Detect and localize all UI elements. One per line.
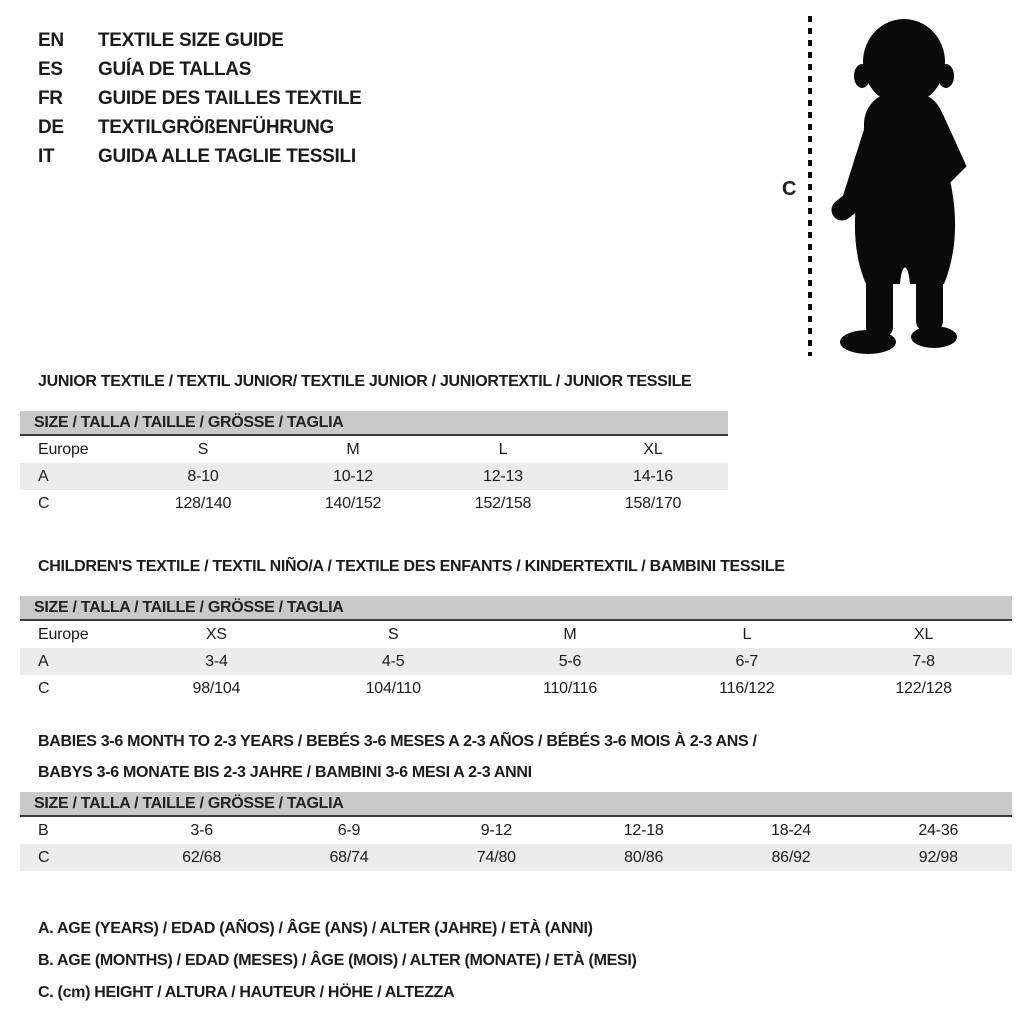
table-header-size: SIZE / TALLA / TAILLE / GRÖSSE / TAGLIA (20, 792, 1012, 817)
guide-title: TEXTILE SIZE GUIDE (98, 30, 284, 51)
section-title-line: BABYS 3-6 MONATE BIS 2-3 JAHRE / BAMBINI 3-6 MESI A 2-3 ANNI (38, 764, 532, 781)
table-body (20, 621, 1012, 702)
size-cell: 18-24 (771, 821, 811, 839)
size-cell: 80/86 (624, 848, 664, 866)
size-section-junior (20, 366, 1012, 517)
table-row-c (20, 490, 728, 517)
height-measure-dotted-line (808, 16, 812, 356)
language-row (38, 113, 361, 142)
size-cell: XL (914, 625, 934, 643)
row-label: B (38, 821, 49, 839)
guide-title: GUÍA DE TALLAS (98, 59, 252, 80)
row-label: C (38, 848, 50, 866)
section-title-line: JUNIOR TEXTILE / TEXTIL JUNIOR/ TEXTILE JUNIOR / JUNIORTEXTIL / JUNIOR TESSILE (38, 373, 692, 390)
size-cell: 92/98 (918, 848, 958, 866)
size-cell: 10-12 (333, 467, 373, 485)
legend-line: C. (cm) HEIGHT / ALTURA / HAUTEUR / HÖHE / ALTEZZA (38, 984, 455, 1001)
size-cell: 3-4 (205, 652, 228, 670)
figure-area (770, 10, 1016, 362)
table-body (20, 436, 728, 517)
size-cell: 4-5 (381, 652, 405, 670)
section-title (38, 551, 1012, 582)
size-cell: 62/68 (182, 848, 222, 866)
size-table-junior (20, 411, 728, 517)
size-cell: XL (643, 440, 663, 458)
legend (38, 913, 637, 1009)
size-cell: 68/74 (329, 848, 369, 866)
size-tables (20, 366, 1012, 871)
size-cell: 110/116 (542, 679, 598, 697)
size-cell: 7-8 (912, 652, 935, 670)
table-row-b (20, 817, 1012, 844)
language-code: ES (38, 59, 63, 80)
size-cell: 152/158 (474, 494, 532, 512)
table-row-europe (20, 436, 728, 463)
size-cell: 6-7 (735, 652, 759, 670)
size-cell: 12-18 (623, 821, 664, 839)
section-title (38, 366, 1012, 397)
language-code: DE (38, 117, 64, 138)
section-title (38, 726, 1012, 788)
guide-title: GUIDA ALLE TAGLIE TESSILI (98, 146, 356, 167)
size-cell: L (742, 625, 752, 643)
row-label: A (38, 467, 49, 485)
language-row (38, 84, 361, 113)
size-cell: 86/92 (771, 848, 811, 866)
size-cell: 24-36 (918, 821, 959, 839)
size-cell: 12-13 (483, 467, 523, 485)
size-cell: 3-6 (190, 821, 213, 839)
table-header-size: SIZE / TALLA / TAILLE / GRÖSSE / TAGLIA (20, 596, 1012, 621)
language-title-list (38, 26, 361, 171)
language-row (38, 26, 361, 55)
row-label: C (38, 679, 50, 697)
size-cell: 8-10 (187, 467, 219, 485)
language-code: EN (38, 30, 64, 51)
table-row-c (20, 675, 1012, 702)
language-code: IT (38, 146, 55, 167)
size-cell: 5-6 (558, 652, 582, 670)
size-cell: S (387, 625, 399, 643)
size-section-children (20, 551, 1012, 702)
table-row-a (20, 648, 1012, 675)
guide-title: TEXTILGRÖßENFÜHRUNG (98, 117, 335, 138)
size-cell: 14-16 (633, 467, 673, 485)
size-cell: M (346, 440, 360, 458)
row-label: Europe (38, 440, 89, 458)
size-cell: 158/170 (624, 494, 682, 512)
size-cell: 128/140 (174, 494, 232, 512)
size-cell: 9-12 (480, 821, 512, 839)
size-cell: XS (205, 625, 227, 643)
section-title-line: CHILDREN'S TEXTILE / TEXTIL NIÑO/A / TEXTILE DES ENFANTS / KINDERTEXTIL / BAMBINI TESSILE (38, 558, 785, 575)
legend-line: A. AGE (YEARS) / EDAD (AÑOS) / ÂGE (ANS) / ALTER (JAHRE) / ETÀ (ANNI) (38, 920, 593, 937)
table-row-europe (20, 621, 1012, 648)
size-section-babies (20, 726, 1012, 871)
size-cell: 140/152 (324, 494, 382, 512)
size-cell: 116/122 (719, 679, 775, 697)
row-label: C (38, 494, 50, 512)
size-cell: 6-9 (337, 821, 361, 839)
size-cell: S (197, 440, 209, 458)
row-label: Europe (38, 625, 89, 643)
height-c-label: C (782, 178, 797, 200)
size-cell: 98/104 (192, 679, 241, 697)
table-body (20, 817, 1012, 871)
size-cell: 122/128 (895, 679, 952, 697)
language-code: FR (38, 88, 63, 109)
row-label: A (38, 652, 49, 670)
size-cell: M (563, 625, 577, 643)
size-table-children (20, 596, 1012, 702)
size-cell: 74/80 (476, 848, 516, 866)
section-title-line: BABIES 3-6 MONTH TO 2-3 YEARS / BEBÉS 3-6 MESES A 2-3 AÑOS / BÉBÉS 3-6 MOIS À 2-3 ANS / (38, 733, 757, 750)
legend-line: B. AGE (MONTHS) / EDAD (MESES) / ÂGE (MOIS) / ALTER (MONATE) / ETÀ (MESI) (38, 952, 637, 969)
table-row-c (20, 844, 1012, 871)
language-row (38, 142, 361, 171)
table-header-size: SIZE / TALLA / TAILLE / GRÖSSE / TAGLIA (20, 411, 728, 436)
table-row-a (20, 463, 728, 490)
header-area (0, 0, 1024, 366)
guide-title: GUIDE DES TAILLES TEXTILE (98, 88, 362, 109)
size-cell: L (498, 440, 508, 458)
size-cell: 104/110 (365, 679, 421, 697)
language-row (38, 55, 361, 84)
size-table-babies (20, 792, 1012, 871)
toddler-silhouette-icon (822, 12, 992, 362)
